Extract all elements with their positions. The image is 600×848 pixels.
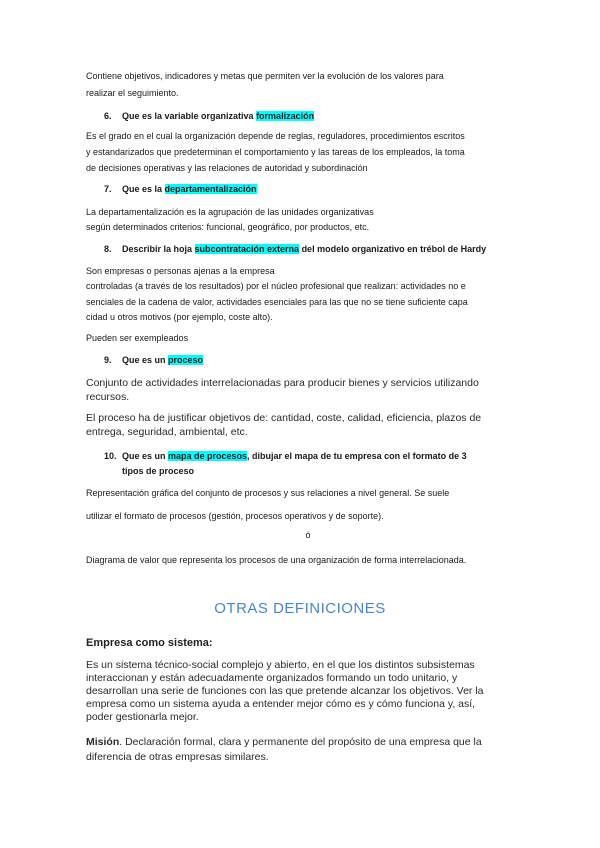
answer-8-line-3: senciales de la cadena de valor, actividades esenciales para las que no se tiene suficiente capa (86, 297, 468, 307)
mision-term: Misión (86, 736, 120, 748)
intro-line-2: realizar el seguimiento. (86, 88, 179, 98)
question-8-text: Describir la hoja (122, 244, 195, 254)
question-6-highlight: formalización (256, 111, 315, 121)
question-10-text: Que es un (122, 451, 169, 461)
answer-6-line-3: de decisiones operativas y las relaciones de autoridad y subordinación (86, 163, 368, 173)
answer-9-line-1: Conjunto de actividades interrelacionadas para producir bienes y servicios utilizando (86, 377, 479, 389)
empresa-line-4: empresa como un sistema ayuda a entender mejor cómo es y cómo funciona y, así, (86, 698, 476, 710)
question-10-number: 10. (104, 451, 117, 461)
empresa-line-5: poder gestionarla mejor. (86, 711, 199, 723)
answer-10-line-3: Diagrama de valor que representa los procesos de una organización de forma interrelacionada. (86, 555, 467, 565)
question-7-number: 7. (104, 184, 112, 194)
question-9-highlight: proceso (168, 355, 204, 365)
answer-8-line-5: Pueden ser exempleados (86, 333, 189, 343)
answer-7-line-1: La departamentalización es la agrupación de las unidades organizativas (86, 207, 374, 217)
answer-6-line-1: Es el grado en el cual la organización depende de reglas, reguladores, procedimientos escritos (86, 131, 465, 141)
section-title: OTRAS DEFINICIONES (214, 600, 386, 617)
question-10-line-2: tipos de proceso (122, 466, 195, 476)
intro-line-1: Contiene objetivos, indicadores y metas que permiten ver la evolución de los valores para (86, 71, 444, 81)
question-9-number: 9. (104, 355, 112, 365)
empresa-line-1: Es un sistema técnico-social complejo y abierto, en el que los distintos subsistemas (86, 659, 475, 671)
question-8 (104, 241, 486, 259)
question-7-highlight: departamentalización (164, 184, 257, 194)
question-6-text: Que es la variable organizativa (122, 111, 257, 121)
answer-10-line-1: Representación gráfica del conjunto de procesos y sus relaciones a nivel general. Se suele (86, 488, 450, 498)
question-8-suffix: del modelo organizativo en trébol de Hardy (299, 244, 487, 254)
answer-10-line-2: utilizar el formato de procesos (gestión, procesos operativos y de soporte). (86, 511, 384, 521)
question-8-number: 8. (104, 244, 112, 254)
question-9-text: Que es un (122, 355, 169, 365)
question-7-text: Que es la (122, 184, 165, 194)
question-10-suffix: , dibujar el mapa de tu empresa con el formato de 3 (247, 451, 467, 461)
mision-definition: . Declaración formal, clara y permanente del propósito de una empresa que la (119, 736, 482, 748)
mision-line-1 (86, 736, 516, 749)
question-7 (104, 181, 257, 199)
answer-10-or: ó (305, 530, 311, 540)
question-10-highlight: mapa de procesos (168, 451, 248, 461)
answer-7-line-2: según determinados criterios: funcional, geográfico, por productos, etc. (86, 222, 370, 232)
answer-8-line-2: controladas (a través de los resultados) por el núcleo profesional que realizan: actividades no e (86, 281, 466, 291)
answer-6-line-2: y estandarizados que predeterminan el comportamiento y las tareas de los empleados, la toma (86, 147, 465, 157)
empresa-line-3: desarrollan una serie de funciones con las que pretende alcanzar los objetivos. Ver la (86, 685, 484, 697)
answer-8-line-4: cidad u otros motivos (por ejemplo, coste alto). (86, 312, 273, 322)
empresa-line-2: interaccionan y están adecuadamente organizados formando un todo unitario, y (86, 672, 458, 684)
mision-line-2: diferencia de otras empresas similares. (86, 751, 269, 763)
question-9 (104, 352, 203, 370)
answer-9-line-4: entrega, seguridad, ambiental, etc. (86, 426, 248, 438)
question-6 (104, 108, 314, 126)
empresa-heading: Empresa como sistema: (86, 637, 213, 649)
question-8-highlight: subcontratación externa (194, 244, 300, 254)
answer-8-line-1: Son empresas o personas ajenas a la empresa (86, 266, 275, 276)
question-6-number: 6. (104, 111, 112, 121)
answer-9-line-3: El proceso ha de justificar objetivos de: cantidad, coste, calidad, eficiencia, plazos de (86, 412, 482, 424)
answer-9-line-2: recursos. (86, 391, 130, 403)
